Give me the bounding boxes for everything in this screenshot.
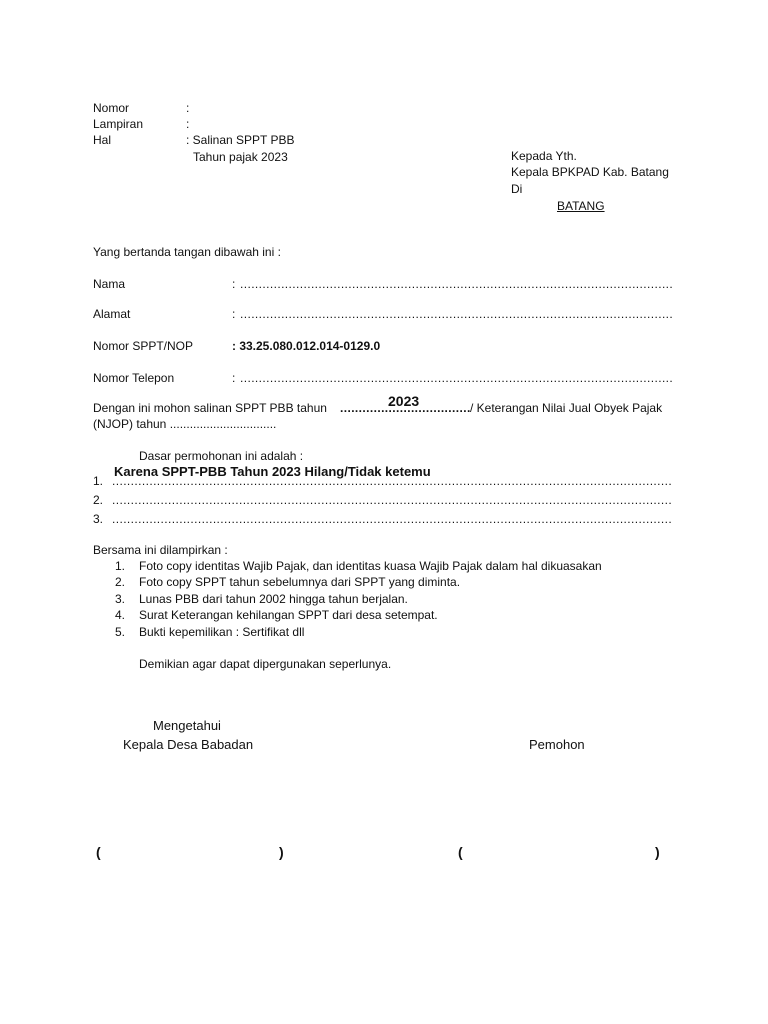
closing-text: Demikian agar dapat dipergunakan seperlunya.	[139, 657, 392, 671]
request-njop-line: (NJOP) tahun ................................	[93, 417, 277, 431]
request-filled-year: 2023	[388, 393, 420, 409]
applicant-label: Pemohon	[529, 737, 585, 752]
hal-value-year: Tahun pajak 2023	[193, 150, 288, 164]
telepon-colon: :	[232, 371, 236, 385]
basis-line-1[interactable]	[112, 474, 672, 488]
lampiran-colon: :	[186, 117, 190, 131]
attachment-num: 2.	[115, 575, 126, 589]
basis-line-3[interactable]	[112, 512, 672, 526]
telepon-blank-line[interactable]	[240, 371, 672, 385]
hal-value: : Salinan SPPT PBB	[186, 133, 295, 147]
basis-num-1: 1.	[93, 474, 104, 488]
village-head-label: Kepala Desa Babadan	[123, 737, 254, 752]
alamat-colon: :	[232, 307, 236, 321]
attachment-num: 4.	[115, 608, 126, 622]
attachment-item: Foto copy SPPT tahun sebelumnya dari SPPT yang diminta.	[139, 575, 461, 589]
acknowledge-label: Mengetahui	[153, 718, 221, 733]
attachment-item: Bukti kepemilikan : Sertifikat dll	[139, 625, 305, 639]
intro-text: Yang bertanda tangan dibawah ini :	[93, 245, 281, 259]
attachment-num: 5.	[115, 625, 126, 639]
attachment-item: Foto copy identitas Wajib Pajak, dan identitas kuasa Wajib Pajak dalam hal dikuasakan	[139, 559, 602, 573]
nama-label: Nama	[93, 277, 126, 291]
nama-blank-line[interactable]	[240, 277, 672, 291]
telepon-label: Nomor Telepon	[93, 371, 175, 385]
attachments-title: Bersama ini dilampirkan :	[93, 543, 228, 557]
attachment-item: Surat Keterangan kehilangan SPPT dari desa setempat.	[139, 608, 438, 622]
basis-title: Dasar permohonan ini adalah :	[139, 449, 304, 463]
nop-label: Nomor SPPT/NOP	[93, 339, 194, 353]
nop-value: : 33.25.080.012.014-0129.0	[232, 339, 381, 353]
nama-colon: :	[232, 277, 236, 291]
village-head-sign-close: )	[279, 844, 284, 860]
nomor-colon: :	[186, 101, 190, 115]
lampiran-label: Lampiran	[93, 117, 144, 131]
alamat-label: Alamat	[93, 307, 131, 321]
village-head-sign-open: (	[96, 844, 101, 860]
request-text-end: / Keterangan Nilai Jual Obyek Pajak	[470, 401, 663, 415]
applicant-sign-open: (	[458, 844, 463, 860]
basis-num-3: 3.	[93, 512, 104, 526]
basis-filled-reason: Karena SPPT-PBB Tahun 2023 Hilang/Tidak ketemu	[114, 464, 431, 479]
attachment-item: Lunas PBB dari tahun 2002 hingga tahun berjalan.	[139, 592, 408, 606]
applicant-sign-close: )	[655, 844, 660, 860]
recipient-greeting: Kepada Yth.	[511, 149, 577, 163]
basis-line-2[interactable]	[112, 493, 672, 507]
alamat-blank-line[interactable]	[240, 307, 672, 321]
recipient-di: Di	[511, 182, 523, 196]
recipient-city: BATANG	[557, 199, 605, 213]
basis-num-2: 2.	[93, 493, 104, 507]
nomor-label: Nomor	[93, 101, 130, 115]
attachment-num: 1.	[115, 559, 126, 573]
attachment-num: 3.	[115, 592, 126, 606]
hal-label: Hal	[93, 133, 112, 147]
recipient-title: Kepala BPKPAD Kab. Batang	[511, 165, 669, 179]
request-text-start: Dengan ini mohon salinan SPPT PBB tahun	[93, 401, 327, 415]
